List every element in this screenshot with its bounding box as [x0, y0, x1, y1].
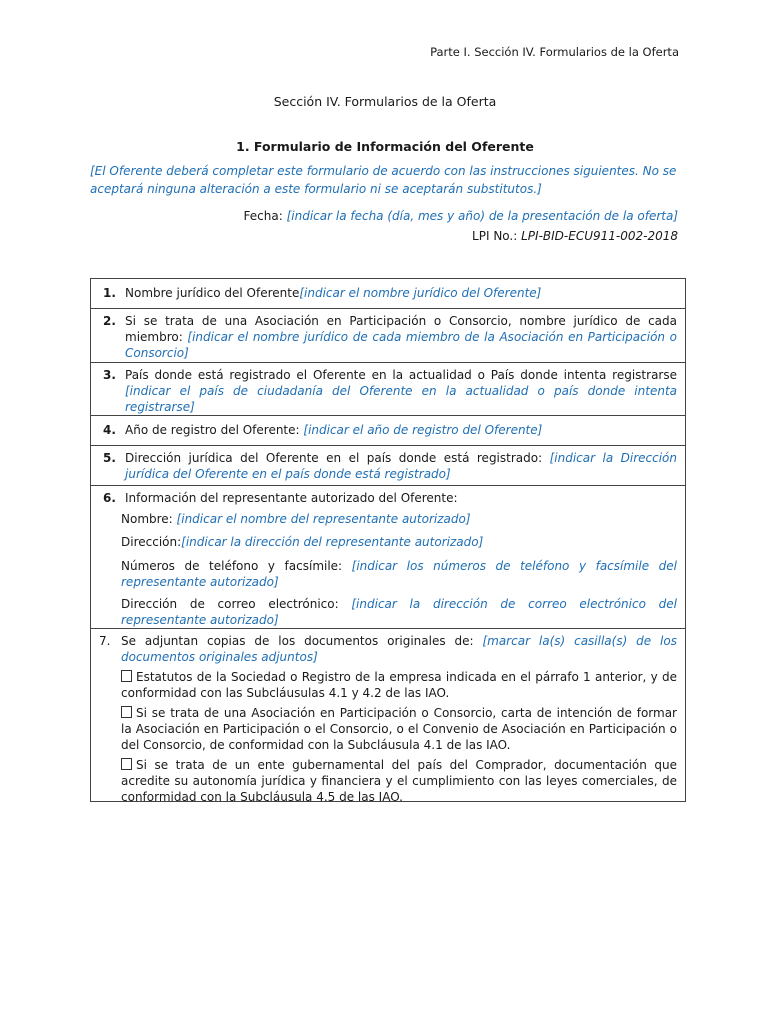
document-option-estatutos[interactable] [121, 669, 677, 701]
item-text [125, 450, 677, 482]
item-text [125, 367, 677, 415]
field-hint: [indicar los números de teléfono y facsímile del representante autorizado] [121, 559, 677, 589]
table-row [91, 446, 685, 486]
running-head: Parte I. Sección IV. Formularios de la Oferta [430, 45, 679, 59]
item-number: 6. [103, 491, 116, 505]
option-label: Si se trata de un ente gubernamental del país del Comprador, documentación que acredite su autonomía jurídica y financiera y el cumplimiento con las leyes comerciales, de conformidad con la Subcláusula 4.5 de las IAO. [121, 758, 677, 804]
option-label: Si se trata de una Asociación en Participación o Consorcio, carta de intención de formar la Asociación en Participación o el Consorcio, o el Convenio de Asociación en Participación o del Consorcio, de conformidad con la Subcláusula 4.1 de las IAO. [121, 706, 677, 752]
fecha-label: Fecha: [243, 209, 287, 223]
option-label: Estatutos de la Sociedad o Registro de la empresa indicada en el párrafo 1 anterior, y de conformidad con las Subcláusulas 4.1 y 4.2 de las IAO. [121, 670, 677, 700]
field-hint: [indicar el nombre del representante autorizado] [176, 512, 471, 526]
representative-name-field [121, 511, 677, 527]
item-hint: [indicar el año de registro del Oferente] [303, 423, 543, 437]
item-label: Dirección jurídica del Oferente en el país donde está registrado: [125, 451, 550, 465]
lpi-value: LPI-BID-ECU911-002-2018 [521, 229, 678, 243]
item-number: 4. [103, 423, 116, 437]
item-label: Si se trata de una Asociación en Participación o Consorcio, nombre jurídico de cada miembro: [125, 314, 677, 344]
field-label: Nombre: [121, 512, 177, 526]
oferente-form-table [90, 278, 686, 802]
item-hint: [indicar la Dirección jurídica del Oferente en el país donde está registrado] [125, 451, 677, 481]
table-row [91, 363, 685, 416]
table-row [91, 279, 685, 309]
document-option-ente-gubernamental[interactable] [121, 757, 677, 805]
item-text [125, 422, 677, 438]
field-label: Dirección: [121, 535, 182, 549]
item-text [125, 285, 677, 301]
fecha-value: [indicar la fecha (día, mes y año) de la presentación de la oferta] [286, 209, 678, 223]
checkbox[interactable] [121, 758, 132, 770]
item-hint: [indicar el nombre jurídico de cada miembro de la Asociación en Participación o Consorcio] [125, 330, 677, 360]
item-number: 3. [103, 368, 116, 382]
item-label: Información del representante autorizado del Oferente: [125, 491, 458, 505]
item-text [125, 313, 677, 361]
item-label: País donde está registrado el Oferente en la actualidad o País donde intenta registrarse [125, 368, 677, 382]
table-row [91, 486, 685, 629]
table-row [91, 629, 685, 804]
table-row [91, 309, 685, 363]
item-label: Año de registro del Oferente: [125, 423, 304, 437]
document-option-asociacion[interactable] [121, 705, 677, 753]
item-number: 7. [99, 634, 111, 648]
item-hint: [indicar el país de ciudadanía del Oferente en la actualidad o país donde intenta registrarse] [125, 384, 677, 414]
item-number: 1. [103, 286, 116, 300]
field-hint: [indicar la dirección del representante autorizado] [181, 535, 484, 549]
fecha-line [244, 209, 678, 223]
item-label: Se adjuntan copias de los documentos originales de: [121, 634, 483, 648]
item-text [121, 633, 677, 665]
representative-email-field [121, 596, 677, 628]
representative-address-field [121, 534, 677, 550]
lpi-line [472, 229, 678, 243]
field-label: Dirección de correo electrónico: [121, 597, 352, 611]
table-row [91, 416, 685, 446]
item-label: Nombre jurídico del Oferente [125, 286, 300, 300]
item-hint: [marcar la(s) casilla(s) de los documentos originales adjuntos] [121, 634, 677, 664]
item-number: 2. [103, 314, 116, 328]
item-number: 5. [103, 451, 116, 465]
representative-phone-field [121, 558, 677, 590]
checkbox[interactable] [121, 670, 132, 682]
field-label: Números de teléfono y facsímile: [121, 559, 352, 573]
item-hint: [indicar el nombre jurídico del Oferente] [299, 286, 542, 300]
field-hint: [indicar la dirección de correo electrónico del representante autorizado] [121, 597, 677, 627]
form-title: 1. Formulario de Información del Oferente [236, 139, 534, 154]
lpi-label: LPI No.: [472, 229, 522, 243]
section-title: Sección IV. Formularios de la Oferta [273, 94, 497, 109]
checkbox[interactable] [121, 706, 132, 718]
instructions: [El Oferente deberá completar este formulario de acuerdo con las instrucciones siguientes. No se aceptará ninguna alteración a este formulario ni se aceptarán substitutos.] [90, 164, 677, 196]
